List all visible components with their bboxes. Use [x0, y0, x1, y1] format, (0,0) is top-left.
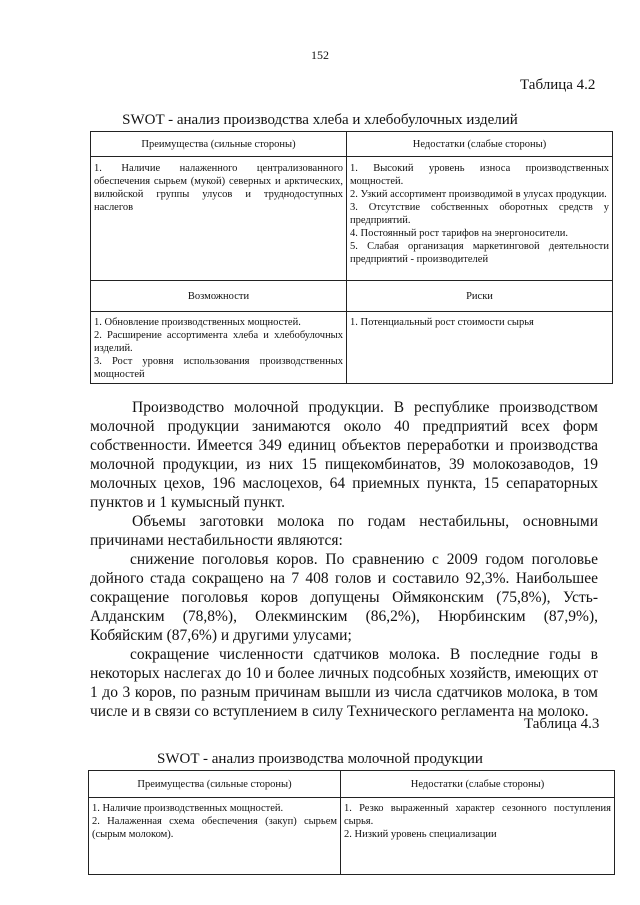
- weaknesses-cell: [341, 798, 615, 875]
- strengths-cell: [91, 157, 347, 281]
- table-label-4-3: Таблица 4.3: [524, 716, 600, 732]
- table-label-4-2: Таблица 4.2: [520, 77, 596, 93]
- page-number: 152: [311, 48, 329, 62]
- swot-table-bread: [90, 131, 613, 384]
- swot-table-milk: [88, 770, 615, 875]
- opportunity-item: 1. Обновление производственных мощностей.: [94, 317, 301, 328]
- opportunity-item: 2. Расширение ассортимента хлеба и хлебобулочных изделий.: [94, 330, 343, 354]
- threats-cell: [347, 312, 613, 384]
- body-text: [90, 398, 598, 721]
- paragraph-instability: Объемы заготовки молока по годам нестабильны, основными причинами нестабильности являются:: [90, 513, 598, 549]
- threats-header: Риски: [347, 281, 613, 312]
- weakness-item: 1. Высокий уровень износа производственных мощностей.: [350, 163, 609, 187]
- weaknesses-header: Недостатки (слабые стороны): [341, 771, 615, 798]
- weakness-item: 4. Постоянный рост тарифов на энергоносители.: [350, 228, 569, 239]
- strengths-header: Преимущества (сильные стороны): [91, 132, 347, 157]
- paragraph-cow-decline: снижение поголовья коров. По сравнению с 2009 годом поголовье дойного стада сокращено на 7 408 голов и составило 92,3%. Наибольшее сокращение поголовья коров допущены Оймяконским (75,8%), Усть-Алданским (78,8%), Олекминским (86,2%), Нюрбинским (87,9%), Кобяйским (87,6%) и другими улусами;: [90, 551, 598, 644]
- paragraph-milk-production: Производство молочной продукции. В республике производством молочной продукции занимаются около 40 предприятий всех форм собственности. Имеется 349 единиц объектов переработки и производства молочной продукции, из них 15 пищекомбинатов, 39 молокозаводов, 19 молочных цехов, 196 маслоцехов, 64 приемных пункта, 15 сепараторных пунктов и 1 кумысный пункт.: [90, 399, 598, 511]
- weakness-item: 2. Узкий ассортимент производимой в улусах продукции.: [350, 189, 607, 200]
- weaknesses-header: Недостатки (слабые стороны): [347, 132, 613, 157]
- strengths-cell: [89, 798, 341, 875]
- table-title-bread-swot: SWOT - анализ производства хлеба и хлебобулочных изделий: [122, 112, 518, 128]
- threat-item: 1. Потенциальный рост стоимости сырья: [350, 317, 534, 328]
- opportunity-item: 3. Рост уровня использования производственных мощностей: [94, 356, 343, 380]
- weakness-item: 3. Отсутствие собственных оборотных средств у предприятий.: [350, 202, 609, 226]
- strength-item: 1. Наличие производственных мощностей.: [92, 803, 284, 814]
- opportunities-cell: [91, 312, 347, 384]
- paragraph-supplier-decline: сокращение численности сдатчиков молока. В последние годы в некоторых наслегах до 10 и более личных подсобных хозяйств, имеющих от 1 до 3 коров, по разным причинам вышли из числа сдатчиков молока, в том числе и в связи со вступлением в силу Технического регламента на молоко.: [90, 646, 598, 720]
- strength-item: 2. Налаженная схема обеспечения (закуп) сырьем (сырым молоком).: [92, 816, 337, 840]
- weakness-item: 5. Слабая организация маркетинговой деятельности предприятий - производителей: [350, 241, 609, 265]
- strengths-header: Преимущества (сильные стороны): [89, 771, 341, 798]
- opportunities-header: Возможности: [91, 281, 347, 312]
- strength-item: 1. Наличие налаженного централизованного обеспечения сырьем (мукой) северных и арктических, вилюйской группы улусов и труднодоступных наслегов: [94, 163, 343, 213]
- weakness-item: 1. Резко выраженный характер сезонного поступления сырья.: [344, 803, 611, 827]
- table-title-milk-swot: SWOT - анализ производства молочной продукции: [157, 751, 483, 767]
- weaknesses-cell: [347, 157, 613, 281]
- weakness-item: 2. Низкий уровень специализации: [344, 829, 497, 840]
